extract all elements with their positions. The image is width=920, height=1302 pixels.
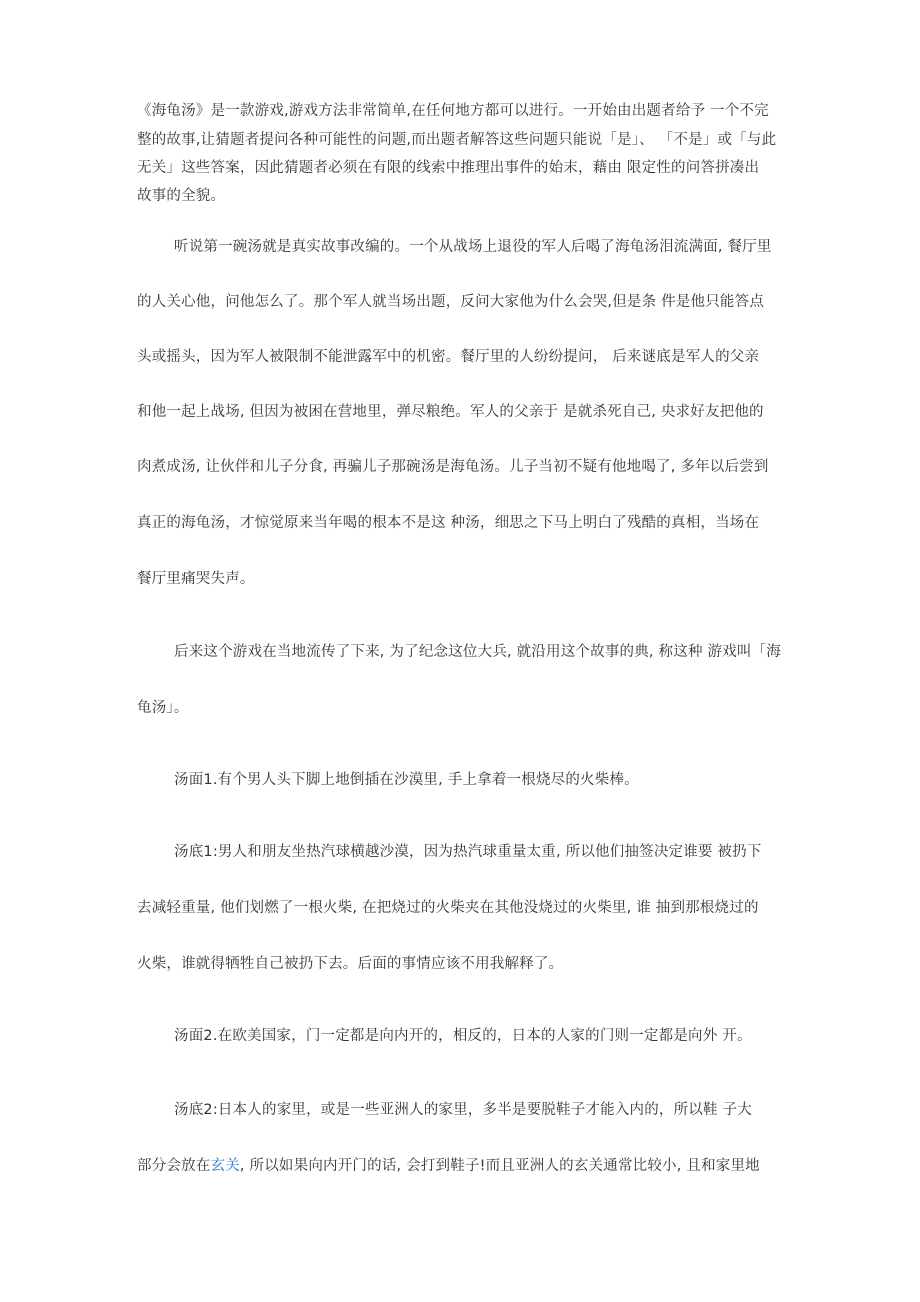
origin-line: 和他一起上战场, 但因为被困在营地里，弹尽粮绝。军人的父亲于 是就杀死自己, 央求好友把他的 (137, 404, 764, 420)
intro-line: 无关」这些答案，因此猜题者必须在有限的线索中推理出事件的始末，藉由 限定性的问答拼凑出 (137, 160, 760, 176)
puzzle-1-line: 汤面1.有个男人头下脚上地倒插在沙漠里, 手上拿着一根烧尽的火柴棒。 (174, 772, 639, 788)
origin-line: 头或摇头，因为军人被限制不能泄露军中的机密。餐厅里的人纷纷提问， 后来谜底是军人的父亲 (137, 349, 760, 365)
xuanguan-link[interactable]: 玄关 (210, 1158, 240, 1174)
intro-line: 《海龟汤》是一款游戏,游戏方法非常简单,在任何地方都可以进行。一开始由出题者给予 一个不完 (137, 103, 769, 119)
answer-2-text-after: , 所以如果向内开门的话, 会打到鞋子!而且亚洲人的玄关通常比较小, 且和家里地 (239, 1158, 760, 1174)
answer-2-line: 汤底2:日本人的家里，或是一些亚洲人的家里，多半是要脱鞋子才能入内的，所以鞋 子大 (174, 1102, 752, 1118)
answer-1-line: 汤底1:男人和朋友坐热汽球横越沙漠，因为热汽球重量太重, 所以他们抽签决定谁要 被扔下 (174, 844, 762, 860)
intro-line: 整的故事,让猜题者提问各种可能性的问题,而出题者解答这些问题只能说「是」、 「不是」或「与此 (137, 132, 777, 148)
origin-line: 餐厅里痛哭失声。 (137, 571, 255, 587)
answer-2-line (137, 1156, 801, 1176)
answer-1-line: 火柴，谁就得牺牲自己被扔下去。后面的事情应该不用我解释了。 (137, 956, 564, 972)
naming-line: 龟汤」。 (137, 700, 189, 716)
intro-line: 故事的全貌。 (137, 188, 226, 204)
answer-2-text-before: 部分会放在 (137, 1158, 211, 1174)
origin-line: 的人关心他，问他怎么了。那个军人就当场出题，反问大家他为什么会哭,但是条 件是他只能答点 (137, 294, 765, 310)
origin-line: 听说第一碗汤就是真实故事改编的。一个从战场上退役的军人后喝了海龟汤泪流满面, 餐厅里 (174, 239, 772, 255)
answer-1-line: 去减轻重量, 他们划燃了一根火柴, 在把烧过的火柴夹在其他没烧过的火柴里, 谁 抽到那根烧过的 (137, 900, 759, 916)
naming-line: 后来这个游戏在当地流传了下来, 为了纪念这位大兵, 就沿用这个故事的典, 称这种 游戏叫「海 (174, 644, 781, 660)
origin-line: 真正的海龟汤，才惊觉原来当年喝的根本不是这 种汤，细思之下马上明白了残酷的真相，当场在 (137, 515, 760, 531)
puzzle-2-line: 汤面2.在欧美国家，门一定都是向内开的，相反的，日本的人家的门则一定都是向外 开。 (174, 1028, 752, 1044)
origin-line: 肉煮成汤, 让伙伴和儿子分食, 再骗儿子那碗汤是海龟汤。儿子当初不疑有他地喝了, 多年以后尝到 (137, 459, 769, 475)
